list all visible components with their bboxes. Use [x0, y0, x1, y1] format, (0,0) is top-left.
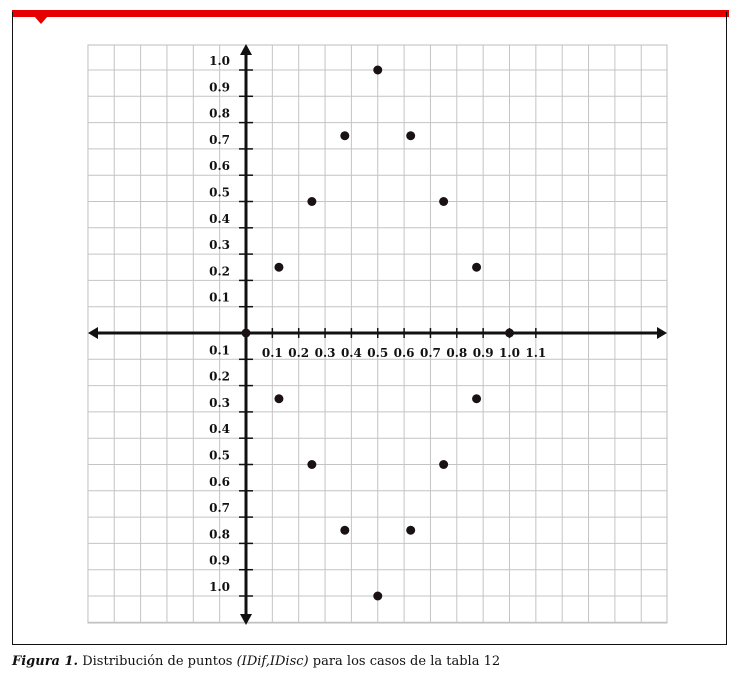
y-axis-arrow-up [240, 44, 252, 55]
x-tick-label: 0.9 [472, 346, 494, 360]
y-tick-label: 1.0 [209, 580, 230, 594]
y-tick-label: 0.4 [209, 422, 230, 437]
y-tick-label: 0.7 [209, 132, 230, 147]
y-tick-label: 0.9 [209, 80, 230, 95]
data-point [340, 526, 349, 535]
data-point [373, 66, 382, 75]
x-tick-label: 1.1 [525, 346, 547, 360]
y-tick-label: 0.2 [209, 264, 230, 279]
y-tick-label: 0.6 [209, 474, 230, 489]
x-axis-arrow-left [88, 327, 98, 339]
x-tick-label: 0.7 [420, 346, 441, 360]
x-tick-label: 0.1 [261, 346, 283, 360]
data-point [472, 263, 481, 272]
data-point [340, 131, 349, 140]
data-point [307, 460, 316, 469]
data-point [307, 197, 316, 206]
x-tick-label: 0.8 [446, 346, 468, 360]
y-tick-label: 0.1 [209, 343, 230, 358]
data-point [406, 131, 415, 140]
caption-text-before: Distribución de puntos [78, 654, 237, 669]
data-point [373, 592, 382, 601]
x-tick-label: 1.0 [499, 346, 520, 360]
y-tick-label: 0.1 [209, 290, 230, 305]
data-point [505, 329, 514, 338]
y-tick-label: 0.3 [209, 238, 230, 253]
data-point [406, 526, 415, 535]
y-tick-label: 0.8 [209, 527, 230, 542]
y-tick-label: 0.7 [209, 501, 230, 516]
data-point [274, 394, 283, 403]
y-tick-label: 0.3 [209, 395, 230, 410]
x-axis-arrow-right [657, 327, 667, 339]
y-tick-label: 0.6 [209, 159, 230, 174]
data-point [472, 394, 481, 403]
x-tick-label: 0.6 [393, 346, 415, 360]
y-tick-label: 0.9 [209, 553, 230, 568]
x-tick-label: 0.4 [340, 346, 362, 360]
x-tick-label: 0.3 [314, 346, 336, 360]
x-tick-label: 0.2 [288, 346, 310, 360]
caption-variables: (IDif,IDisc) [236, 654, 309, 669]
data-point [439, 460, 448, 469]
y-tick-label: 0.8 [209, 106, 230, 121]
data-point [242, 329, 251, 338]
y-tick-label: 0.5 [209, 185, 230, 200]
x-tick-label: 0.5 [367, 346, 389, 360]
y-tick-label: 0.5 [209, 448, 230, 463]
y-tick-label: 0.4 [209, 211, 230, 226]
data-point [439, 197, 448, 206]
figure-label: Figura 1. [12, 654, 79, 669]
y-tick-label: 1.0 [209, 54, 230, 68]
data-point [274, 263, 283, 272]
y-tick-label: 0.2 [209, 369, 230, 384]
figure-caption [12, 654, 500, 669]
caption-text-after: para los casos de la tabla 12 [308, 654, 501, 669]
